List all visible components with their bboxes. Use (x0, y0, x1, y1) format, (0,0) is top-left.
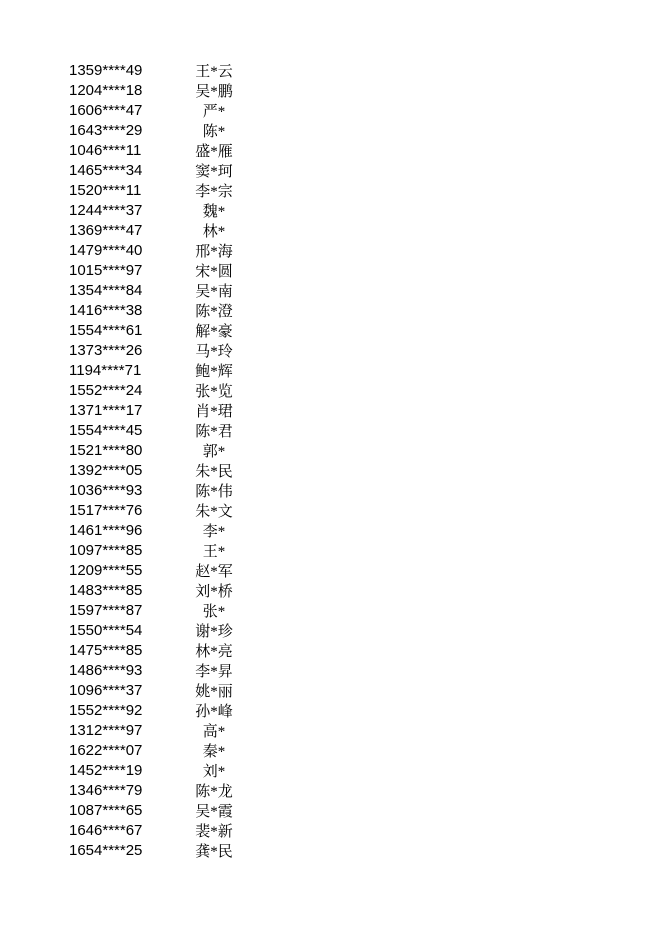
person-name: 马*玲 (195, 343, 233, 360)
list-item (69, 320, 255, 340)
phone-number: 1554****61 (69, 321, 143, 339)
phone-number: 1552****24 (69, 381, 143, 399)
list-item (69, 60, 255, 80)
phone-number: 1622****07 (69, 741, 143, 759)
phone-number: 1452****19 (69, 761, 143, 779)
phone-number: 1346****79 (69, 781, 143, 799)
phone-number: 1606****47 (69, 101, 143, 119)
list-item (69, 760, 255, 780)
list-item (69, 660, 255, 680)
person-name: 孙*峰 (195, 703, 233, 720)
phone-number: 1369****47 (69, 221, 143, 239)
list-item (69, 680, 255, 700)
list-item (69, 440, 255, 460)
phone-number: 1486****93 (69, 661, 143, 679)
person-name: 林* (202, 223, 226, 240)
list-item (69, 300, 255, 320)
person-name: 肖*珺 (195, 403, 233, 420)
person-name: 吴*南 (195, 283, 233, 300)
list-item (69, 140, 255, 160)
person-name: 李*昇 (195, 663, 233, 680)
list-item (69, 520, 255, 540)
person-name: 裴*新 (195, 823, 233, 840)
list-item (69, 500, 255, 520)
person-name: 姚*丽 (195, 683, 233, 700)
phone-number: 1465****34 (69, 161, 143, 179)
list-item (69, 840, 255, 860)
person-name: 解*豪 (195, 323, 233, 340)
phone-number: 1209****55 (69, 561, 143, 579)
phone-number: 1373****26 (69, 341, 143, 359)
phone-number: 1646****67 (69, 821, 143, 839)
person-name: 李* (202, 523, 226, 540)
phone-number: 1354****84 (69, 281, 143, 299)
phone-number: 1479****40 (69, 241, 143, 259)
person-name: 赵*军 (195, 563, 233, 580)
phone-number: 1087****65 (69, 801, 143, 819)
phone-number: 1550****54 (69, 621, 143, 639)
list-item (69, 220, 255, 240)
person-name: 陈*伟 (195, 483, 233, 500)
phone-number: 1643****29 (69, 121, 143, 139)
list-item (69, 580, 255, 600)
list-item (69, 820, 255, 840)
list-item (69, 160, 255, 180)
list-item (69, 640, 255, 660)
person-name: 谢*珍 (195, 623, 233, 640)
person-name: 朱*民 (195, 463, 233, 480)
list-item (69, 200, 255, 220)
list-item (69, 600, 255, 620)
phone-number: 1359****49 (69, 61, 143, 79)
list-item (69, 100, 255, 120)
person-name: 陈*龙 (195, 783, 233, 800)
phone-number: 1096****37 (69, 681, 143, 699)
phone-number: 1554****45 (69, 421, 143, 439)
person-name: 吴*霞 (195, 803, 233, 820)
person-name: 张*览 (195, 383, 233, 400)
person-name: 郭* (202, 443, 226, 460)
phone-number: 1194****71 (69, 361, 142, 379)
phone-number: 1520****11 (69, 181, 142, 199)
person-name: 邢*海 (195, 243, 233, 260)
list-item (69, 540, 255, 560)
list-item (69, 800, 255, 820)
list-item (69, 700, 255, 720)
person-name: 刘* (202, 763, 226, 780)
list-item (69, 560, 255, 580)
person-name: 盛*雁 (195, 143, 233, 160)
list-item (69, 380, 255, 400)
phone-number: 1416****38 (69, 301, 143, 319)
person-name: 陈*澄 (195, 303, 233, 320)
phone-number: 1654****25 (69, 841, 143, 859)
person-name: 刘*桥 (195, 583, 233, 600)
phone-number: 1244****37 (69, 201, 143, 219)
list-item (69, 620, 255, 640)
phone-number: 1036****93 (69, 481, 143, 499)
person-name: 林*亮 (195, 643, 233, 660)
list-item (69, 80, 255, 100)
phone-number: 1097****85 (69, 541, 143, 559)
list-item (69, 420, 255, 440)
person-name: 吴*鹏 (195, 83, 233, 100)
person-name: 朱*文 (195, 503, 233, 520)
list-item (69, 400, 255, 420)
list-item (69, 240, 255, 260)
person-name: 陈* (202, 123, 226, 140)
list-item (69, 740, 255, 760)
phone-number: 1461****96 (69, 521, 143, 539)
list-item (69, 720, 255, 740)
phone-number: 1312****97 (69, 721, 143, 739)
phone-number: 1015****97 (69, 261, 143, 279)
person-name: 严* (202, 103, 226, 120)
list-item (69, 120, 255, 140)
person-name: 王* (202, 543, 226, 560)
person-name: 陈*君 (195, 423, 233, 440)
person-name: 龚*民 (195, 843, 233, 860)
person-name: 鲍*辉 (195, 363, 233, 380)
person-name: 李*宗 (195, 183, 233, 200)
person-name: 宋*圆 (195, 263, 233, 280)
person-name: 窦*珂 (195, 163, 233, 180)
person-name: 魏* (202, 203, 226, 220)
list-item (69, 480, 255, 500)
list-item (69, 780, 255, 800)
phone-number: 1517****76 (69, 501, 143, 519)
phone-number: 1521****80 (69, 441, 143, 459)
list-item (69, 180, 255, 200)
list-item (69, 460, 255, 480)
list-item (69, 340, 255, 360)
list-item (69, 280, 255, 300)
list-item (69, 360, 255, 380)
phone-number: 1597****87 (69, 601, 143, 619)
phone-number: 1392****05 (69, 461, 143, 479)
person-name: 张* (202, 603, 226, 620)
phone-number: 1371****17 (69, 401, 143, 419)
person-name: 王*云 (195, 63, 233, 80)
person-name: 秦* (202, 743, 226, 760)
phone-number: 1552****92 (69, 701, 143, 719)
contact-list (69, 60, 255, 860)
phone-number: 1046****11 (69, 141, 142, 159)
phone-number: 1483****85 (69, 581, 143, 599)
person-name: 高* (202, 723, 226, 740)
phone-number: 1475****85 (69, 641, 143, 659)
list-item (69, 260, 255, 280)
phone-number: 1204****18 (69, 81, 143, 99)
